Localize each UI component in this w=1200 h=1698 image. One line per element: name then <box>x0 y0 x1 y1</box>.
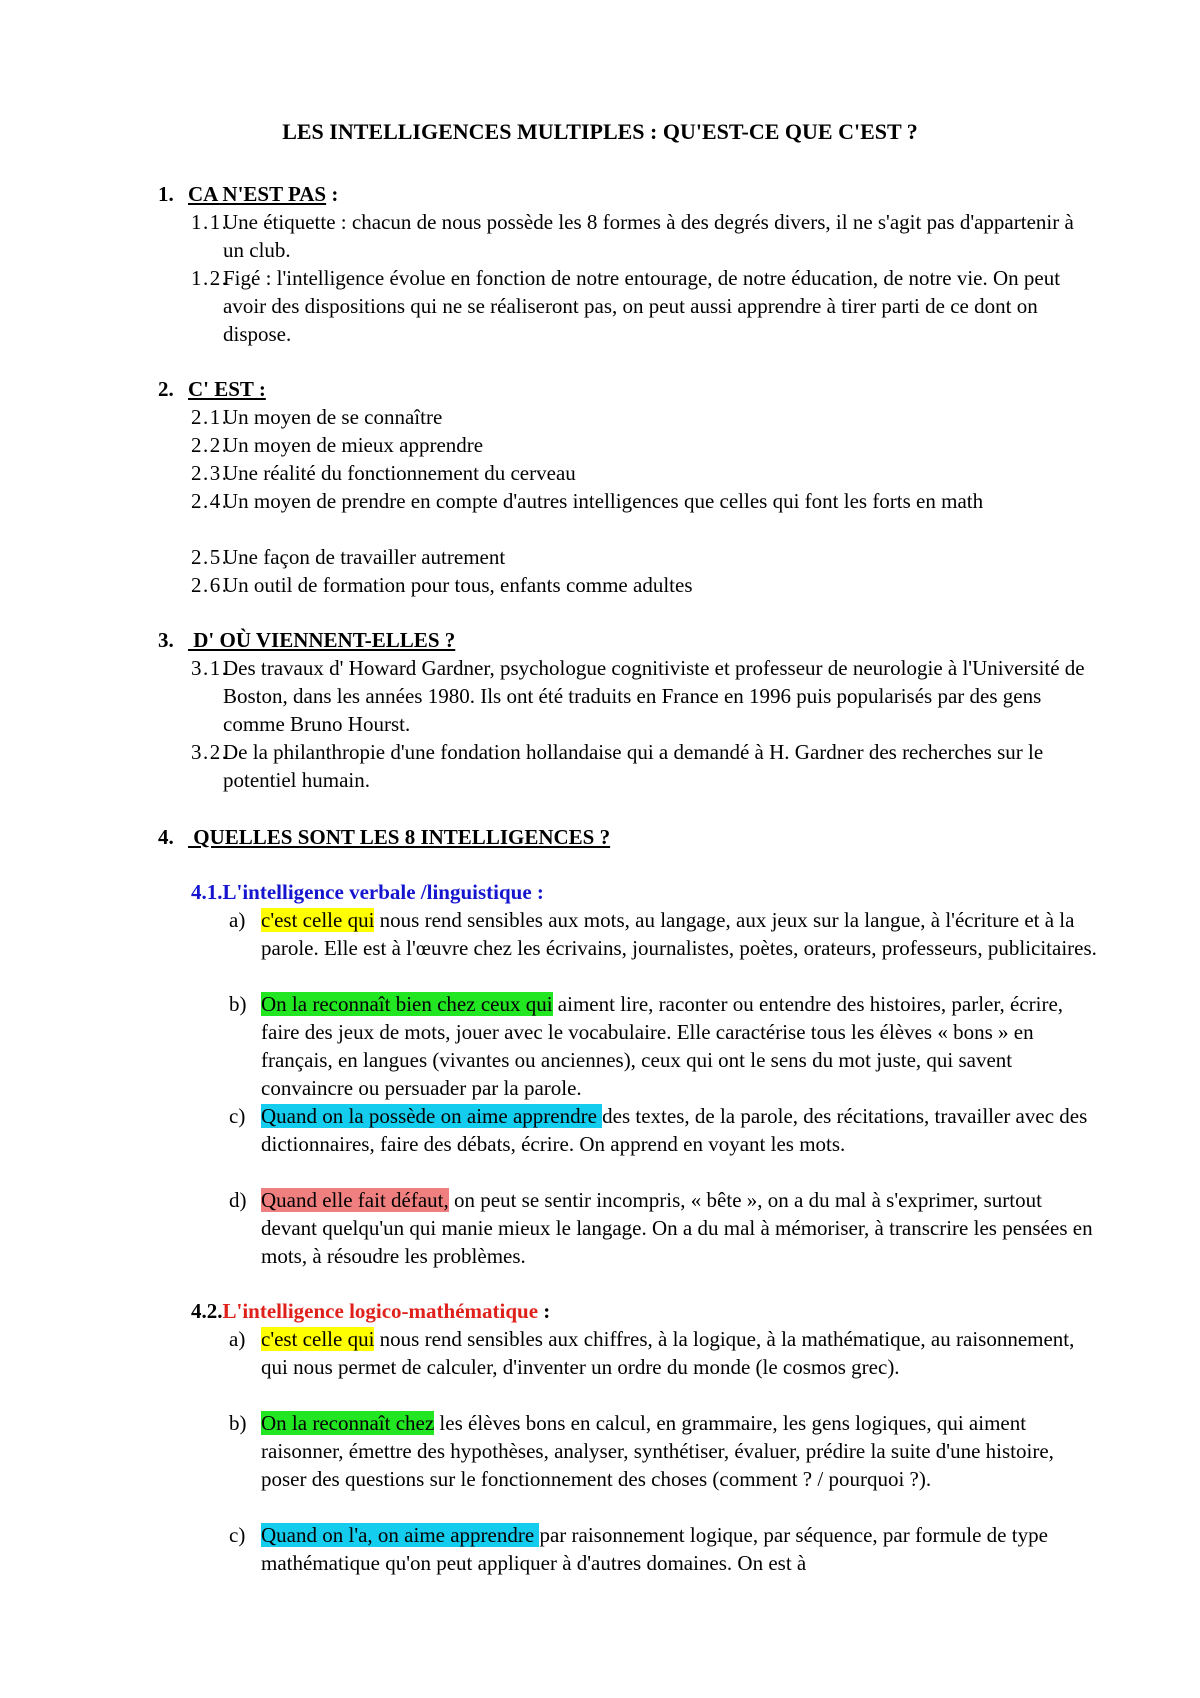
list-item <box>229 1325 1099 1381</box>
item-number: 2.3. <box>191 461 229 485</box>
item-text: Une étiquette : chacun de nous possède les 8 formes à des degrés divers, il ne s'agit pas d'appartenir à un club. <box>223 210 1074 262</box>
item-number: 2.2. <box>191 433 229 457</box>
list-item <box>191 738 1096 794</box>
item-text: Un moyen de prendre en compte d'autres intelligences que celles qui font les forts en math <box>223 489 984 513</box>
subsection-heading-verbal <box>191 878 544 906</box>
list-item <box>229 1409 1099 1493</box>
item-text: Une réalité du fonctionnement du cerveau <box>223 461 576 485</box>
item-marker: b) <box>229 992 247 1016</box>
list-item <box>229 1102 1099 1158</box>
list-item <box>191 459 1096 487</box>
section-label: C' EST : <box>188 377 266 401</box>
subsection-title: L'intelligence logico-mathématique <box>222 1299 539 1323</box>
item-text: Un moyen de mieux apprendre <box>223 433 484 457</box>
item-marker: a) <box>229 1327 246 1351</box>
item-text: Figé : l'intelligence évolue en fonction de notre entourage, de notre éducation, de notre vie. On peut avoir des dispositions qui ne se réaliseront pas, on peut aussi apprendre à tirer parti de ce dont on dispose. <box>223 266 1061 346</box>
section-label: QUELLES SONT LES 8 INTELLIGENCES ? <box>188 825 611 849</box>
item-number: 2.5. <box>191 545 229 569</box>
item-marker: d) <box>229 1188 247 1212</box>
highlighted-text: Quand elle fait défaut, <box>261 1188 449 1212</box>
item-text: Un outil de formation pour tous, enfants comme adultes <box>223 573 693 597</box>
item-text: nous rend sensibles aux mots, au langage, aux jeux sur la langue, à l'écriture et à la parole. Elle est à l'œuvre chez les écrivains, journalistes, poètes, orateurs, professeurs, publicitaires. <box>261 908 1097 960</box>
item-number: 3.2. <box>191 740 229 764</box>
item-marker: c) <box>229 1523 246 1547</box>
list-item <box>229 1521 1099 1577</box>
list-item <box>229 1186 1099 1270</box>
list-item <box>191 208 1096 264</box>
highlighted-text: Quand on la possède on aime apprendre <box>261 1104 603 1128</box>
section-heading-2 <box>158 375 266 403</box>
page-title: LES INTELLIGENCES MULTIPLES : QU'EST-CE QUE C'EST ? <box>282 119 918 144</box>
item-number: 3.1. <box>191 656 229 680</box>
section-number: 4. <box>158 825 174 849</box>
item-text: Une façon de travailler autrement <box>223 545 506 569</box>
item-number: 2.1. <box>191 405 229 429</box>
section-number: 1. <box>158 182 174 206</box>
item-text: De la philanthropie d'une fondation hollandaise qui a demandé à H. Gardner des recherches sur le potentiel humain. <box>223 740 1044 792</box>
subsection-heading-logico-math <box>191 1297 550 1325</box>
item-marker: a) <box>229 908 246 932</box>
item-text: nous rend sensibles aux chiffres, à la logique, à la mathématique, au raisonnement, qui nous permet de calculer, d'inventer un ordre du monde (le cosmos grec). <box>261 1327 1075 1379</box>
highlighted-text: c'est celle qui <box>261 1327 375 1351</box>
section-suffix: : <box>326 182 339 206</box>
item-text: Des travaux d' Howard Gardner, psychologue cognitiviste et professeur de neurologie à l'Université de Boston, dans les années 1980. Ils ont été traduits en France en 1996 puis popularisés par des gens comme Bruno Hourst. <box>223 656 1085 736</box>
item-number: 1.2. <box>191 266 229 290</box>
item-number: 2.4. <box>191 489 229 513</box>
list-item <box>191 403 1096 431</box>
section-label: D' OÙ VIENNENT-ELLES ? <box>188 628 456 652</box>
section-number: 3. <box>158 628 174 652</box>
item-text: par raisonnement logique, par séquence, par formule de type mathématique qu'on peut appliquer à d'autres domaines. On est à <box>261 1523 1048 1575</box>
item-text: on peut se sentir incompris, « bête », on a du mal à s'exprimer, surtout devant quelqu'un qui manie mieux le langage. On a du mal à mémoriser, à transcrire les pensées en mots, à résoudre les problèmes. <box>261 1188 1093 1268</box>
section-heading-3 <box>158 626 455 654</box>
highlighted-text: On la reconnaît chez <box>261 1411 435 1435</box>
item-text: des textes, de la parole, des récitations, travailler avec des dictionnaires, faire des débats, écrire. On apprend en voyant les mots. <box>261 1104 1088 1156</box>
subsection-number: 4.2. <box>191 1299 223 1323</box>
list-item <box>191 543 1096 571</box>
highlighted-text: c'est celle qui <box>261 908 375 932</box>
list-item <box>229 906 1099 962</box>
list-item <box>191 654 1096 738</box>
subsection-title-tail: : <box>538 1299 551 1323</box>
subsection-number: 4.1. <box>191 880 223 904</box>
item-number: 1.1. <box>191 210 229 234</box>
list-item <box>191 571 1096 599</box>
item-text: les élèves bons en calcul, en grammaire, les gens logiques, qui aiment raisonner, émettre des hypothèses, analyser, synthétiser, évaluer, prédire la suite d'une histoire, poser des questions sur le fonctionnement des choses (comment ? / pourquoi ?). <box>261 1411 1054 1491</box>
item-marker: b) <box>229 1411 247 1435</box>
item-text: aiment lire, raconter ou entendre des histoires, parler, écrire, faire des jeux de mots, jouer avec le vocabulaire. Elle caractérise tous les élèves « bons » en français, en langues (vivantes ou anciennes), ceux qui ont le sens du mot juste, qui savent convaincre ou persuader par la parole. <box>261 992 1064 1100</box>
section-heading-1 <box>158 180 338 208</box>
list-item <box>191 264 1096 348</box>
list-item <box>229 990 1099 1102</box>
list-item <box>191 431 1096 459</box>
item-number: 2.6. <box>191 573 229 597</box>
section-number: 2. <box>158 377 174 401</box>
subsection-title: L'intelligence verbale /linguistique : <box>222 880 544 904</box>
list-item <box>191 487 1096 515</box>
item-marker: c) <box>229 1104 246 1128</box>
highlighted-text: Quand on l'a, on aime apprendre <box>261 1523 540 1547</box>
item-text: Un moyen de se connaître <box>223 405 443 429</box>
highlighted-text: On la reconnaît bien chez ceux qui <box>261 992 553 1016</box>
section-heading-4 <box>158 823 610 851</box>
section-label: CA N'EST PAS <box>188 182 327 206</box>
